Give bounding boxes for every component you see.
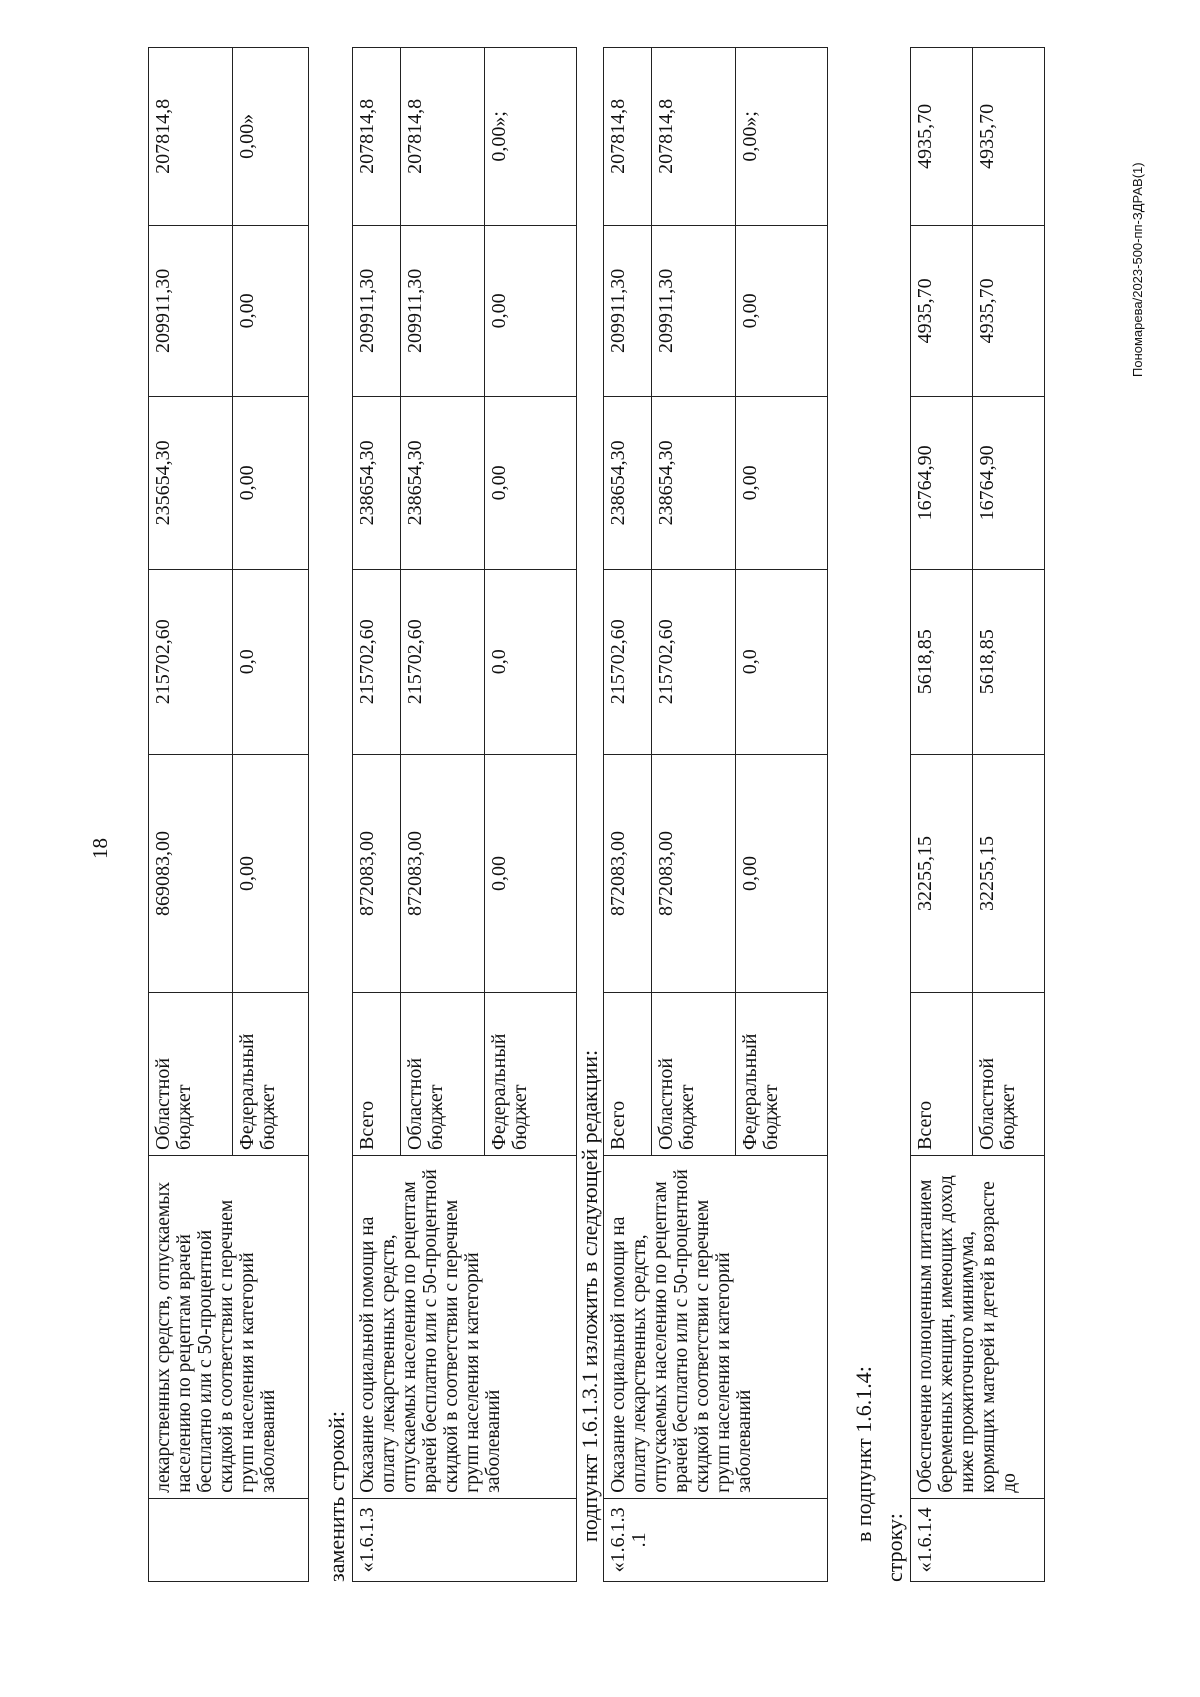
funding-source-cell: Федеральный бюджет	[233, 993, 309, 1156]
amount-cell: 0,00	[736, 225, 828, 396]
amount-cell: 5618,85	[911, 569, 973, 754]
table-1-6-1-4	[910, 47, 1045, 1582]
amount-cell: 209911,30	[652, 225, 736, 396]
amount-cell: 16764,90	[911, 397, 973, 570]
table-row	[911, 48, 973, 1582]
funding-source-cell: Всего	[353, 993, 401, 1156]
subpoint-table-1-6-1-3-1	[603, 47, 828, 1582]
amount-cell: 0,00	[485, 754, 577, 992]
amount-cell: 4935,70	[973, 225, 1045, 396]
amount-cell: 207814,8	[604, 48, 652, 226]
amount-cell: 0,0	[485, 569, 577, 754]
instruction-replace-with-row: заменить строкой:	[324, 1411, 349, 1582]
funding-source-cell: Федеральный бюджет	[485, 993, 577, 1156]
amount-cell: 207814,8	[149, 48, 233, 226]
amount-cell: 238654,30	[401, 397, 485, 570]
funding-source-cell: Областной бюджет	[973, 993, 1045, 1156]
amount-cell: 872083,00	[401, 754, 485, 992]
amount-cell: 209911,30	[604, 225, 652, 396]
amount-cell: 5618,85	[973, 569, 1045, 754]
row-number-cell: «1.6.1.3	[353, 1498, 577, 1581]
funding-source-cell: Федеральный бюджет	[736, 993, 828, 1156]
funding-source-cell: Всего	[604, 993, 652, 1156]
measure-name-cell: Оказание социальной помощи на оплату лекарственных средств, отпускаемых населению по рецептам врачей бесплатно или с 50-процентной скидкой в соответствии с перечнем групп населения и категорий заболеваний	[353, 1155, 577, 1498]
amount-cell: 209911,30	[353, 225, 401, 396]
amount-cell: 32255,15	[973, 754, 1045, 992]
table-row	[149, 48, 233, 1582]
row-number-cell: «1.6.1.4	[911, 1498, 1045, 1581]
measure-name-cell: Оказание социальной помощи на оплату лекарственных средств, отпускаемых населению по рецептам врачей бесплатно или с 50-процентной скидкой в соответствии с перечнем групп населения и категорий заболеваний	[604, 1155, 828, 1498]
amount-cell: 869083,00	[149, 754, 233, 992]
amount-cell: 4935,70	[911, 48, 973, 226]
amount-cell: 207814,8	[401, 48, 485, 226]
amount-cell: 209911,30	[149, 225, 233, 396]
amount-cell: 235654,30	[149, 397, 233, 570]
replacement-table-1-6-1-3	[352, 47, 577, 1582]
amount-cell: 207814,8	[652, 48, 736, 226]
amount-cell: 32255,15	[911, 754, 973, 992]
amount-cell: 215702,60	[652, 569, 736, 754]
amount-cell: 0,00	[233, 225, 309, 396]
amount-cell: 215702,60	[401, 569, 485, 754]
instruction-in-subpoint-1-6-1-4: в подпункт 1.6.1.4:	[851, 1366, 876, 1542]
amount-cell: 0,00	[485, 225, 577, 396]
amount-cell: 4935,70	[911, 225, 973, 396]
funding-source-cell: Областной бюджет	[401, 993, 485, 1156]
amount-cell: 0,00»;	[736, 48, 828, 226]
amount-cell: 872083,00	[604, 754, 652, 992]
amount-cell: 207814,8	[353, 48, 401, 226]
amount-cell: 0,00	[233, 754, 309, 992]
funding-source-cell: Областной бюджет	[149, 993, 233, 1156]
amount-cell: 0,00	[736, 397, 828, 570]
amount-cell: 238654,30	[353, 397, 401, 570]
measure-name-cell: Обеспечение полноценным питанием беременных женщин, имеющих доход ниже прожиточного минимума, кормящих матерей и детей в возрасте до	[911, 1155, 1045, 1498]
amount-cell: 0,00»;	[485, 48, 577, 226]
page-number: 18	[88, 838, 112, 859]
table-row	[604, 48, 652, 1582]
row-number-cell	[149, 1498, 309, 1581]
measure-name-cell: лекарственных средств, отпускаемых населению по рецептам врачей бесплатно или с 50-процентной скидкой в соответствии с перечнем групп населения и категорий заболеваний	[149, 1155, 309, 1498]
amount-cell: 238654,30	[604, 397, 652, 570]
continuation-table	[148, 47, 309, 1582]
amount-cell: 4935,70	[973, 48, 1045, 226]
amount-cell: 0,00	[485, 397, 577, 570]
funding-source-cell: Областной бюджет	[652, 993, 736, 1156]
amount-cell: 872083,00	[652, 754, 736, 992]
table-row	[353, 48, 401, 1582]
funding-source-cell: Всего	[911, 993, 973, 1156]
amount-cell: 0,00»	[233, 48, 309, 226]
amount-cell: 238654,30	[652, 397, 736, 570]
amount-cell: 0,00	[736, 754, 828, 992]
amount-cell: 16764,90	[973, 397, 1045, 570]
amount-cell: 215702,60	[149, 569, 233, 754]
amount-cell: 215702,60	[353, 569, 401, 754]
amount-cell: 209911,30	[401, 225, 485, 396]
amount-cell: 215702,60	[604, 569, 652, 754]
document-footer-code: Пономарева/2023-500-пп-ЗДРАВ(1)	[1130, 162, 1145, 377]
amount-cell: 0,00	[233, 397, 309, 570]
instruction-subpoint-new-wording: подпункт 1.6.1.3.1 изложить в следующей редакции:	[577, 1049, 602, 1542]
row-number-cell: «1.6.1.3 .1	[604, 1498, 828, 1581]
amount-cell: 0,0	[233, 569, 309, 754]
amount-cell: 872083,00	[353, 754, 401, 992]
amount-cell: 0,0	[736, 569, 828, 754]
instruction-row: строку:	[882, 1513, 907, 1582]
